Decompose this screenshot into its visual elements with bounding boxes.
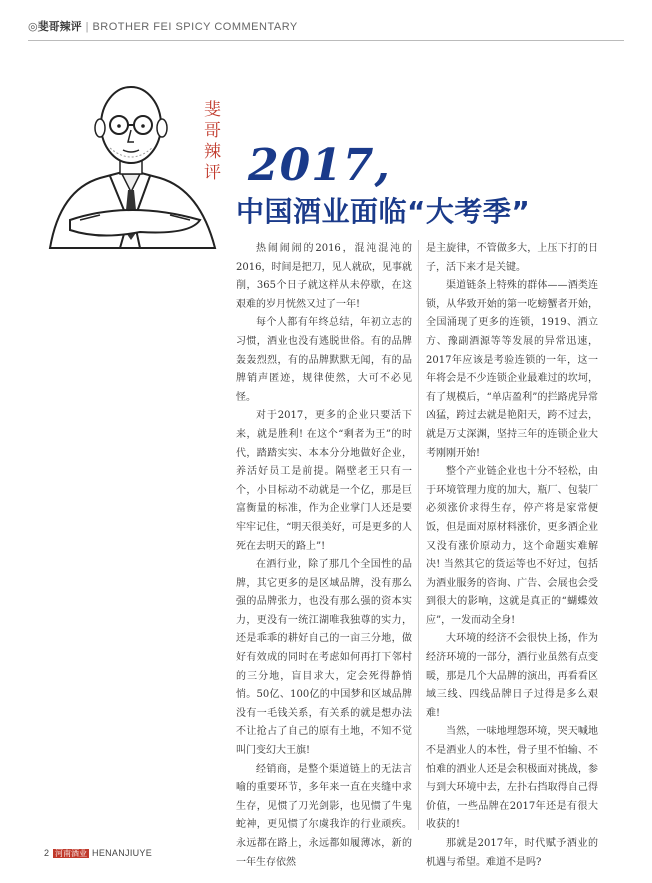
paragraph: 每个人都有年终总结，年初立志的习惯，酒业也没有逃脱世俗。有的品牌轰轰烈烈，有的品牌默默无闻，有的品牌销声匿迹，规律使然，大可不必见怪。 bbox=[236, 317, 412, 403]
footer-brand-en: HENANJIUYE bbox=[92, 848, 153, 858]
paragraph: 热闹闹闹的2016，混沌混沌的2016，时间是把刀，见人就砍，见事就削，365个日子就这样从未停歇，在这艰难的岁月恍然又过了一年! bbox=[236, 243, 412, 310]
paragraph: 大环境的经济不会很快上扬，作为经济环境的一部分，酒行业虽然有点变暖，那是几个大品牌的演出，再看看区域三线、四线品牌日子过得是多么艰难! bbox=[426, 633, 598, 719]
paragraph: 经销商，是整个渠道链上的无法言喻的重要环节，多年来一直在夹缝中求生存，见惯了刀光剑影，也见惯了牛鬼蛇神，更见惯了尔虞我诈的行业顽疾。永远都在路上，永远都如履薄冰，新的一年生存依然 bbox=[236, 763, 412, 868]
article-title: 中国酒业面临“大考季” bbox=[236, 195, 531, 228]
page-number: 2 bbox=[44, 848, 50, 858]
paragraph: 当然，一味地埋怨环境，哭天喊地不是酒业人的本性，骨子里不怕输、不怕难的酒业人还是会积极面对挑战，参与到大环境中去，左扑右挡取得自己得价值，一些品牌在2017年还是有很大收获的! bbox=[426, 726, 598, 831]
paragraph: 对于2017，更多的企业只要活下来，就是胜利! 在这个“剩者为王”的时代，踏踏实实、本本分分地做好企业，养活好员工是前提。隔壁老王只有一个，小目标动不动就是一个亿，那是巨富衡量的标准，作为企业掌门人还是要牢牢记住，“明天很美好，可是更多的人死在去明天的路上”! bbox=[236, 410, 412, 552]
column-divider bbox=[418, 240, 419, 830]
header-separator: | bbox=[85, 21, 89, 33]
page-footer bbox=[44, 848, 152, 859]
paragraph: 渠道链条上特殊的群体——酒类连锁，从华致开始的第一吃螃蟹者开始，全国涌现了更多的连锁，1919、酒立方、豫副酒源等等发展的异常迅速，2017年应该是考验连锁的一年，这一年将会是不少连锁企业最难过的坎坷，有了规模后，“单店盈利”的拦路虎异常凶猛，跨过去就是艳阳天，跨不过去，就是万丈深渊，坚持三年的连锁企业大考刚刚开始! bbox=[426, 280, 598, 459]
header-rule bbox=[28, 40, 624, 41]
paragraph: 那就是2017年，时代赋予酒业的机遇与希望。难道不是吗? bbox=[426, 838, 598, 868]
article-column-right bbox=[426, 240, 598, 872]
footer-brand-logo: 河南酒业 bbox=[55, 849, 88, 858]
column-vertical-label: 斐哥辣评 bbox=[200, 100, 220, 184]
article-year-title: 2017, bbox=[248, 140, 391, 191]
page-header bbox=[28, 18, 624, 42]
paragraph: 在酒行业，除了那几个全国性的品牌，其它更多的是区域品牌，没有那么强的品牌张力，也没有那么强的资本实力，更没有一统江湖唯我独尊的实力，还是乖乖的耕好自己的一亩三分地，做好有效成的同时在考虑如何再打下邻村的三分地，盲目求大，定会死得静悄悄。50亿、100亿的中国梦和区域品牌没有一毛钱关系，有关系的就是想办法不让抢占了自己的原有土地，不知不觉叫门变幻大王旗! bbox=[236, 559, 412, 757]
header-symbol: ◎ bbox=[28, 21, 38, 33]
paragraph: 整个产业链企业也十分不轻松，由于环境管理力度的加大，瓶厂、包装厂必须涨价求得生存，停产将是家常便饭，但是面对原材料涨价，更多酒企业又没有涨价原动力，这个命题实难解决! 当然其它的货运等也不好过，包括为酒业服务的咨询、广告、会展也会受到很大的影响，这就是真正的“蝴蝶效应”，一发而动全身! bbox=[426, 466, 598, 626]
header-text bbox=[28, 18, 298, 34]
header-title-cn: 斐哥辣评 bbox=[37, 21, 82, 33]
paragraph: 是主旋律，不管做多大，上压下打的日子，活下来才是关键。 bbox=[426, 243, 598, 273]
header-title-en: BROTHER FEI SPICY COMMENTARY bbox=[92, 21, 298, 33]
article-column-left bbox=[236, 240, 412, 872]
